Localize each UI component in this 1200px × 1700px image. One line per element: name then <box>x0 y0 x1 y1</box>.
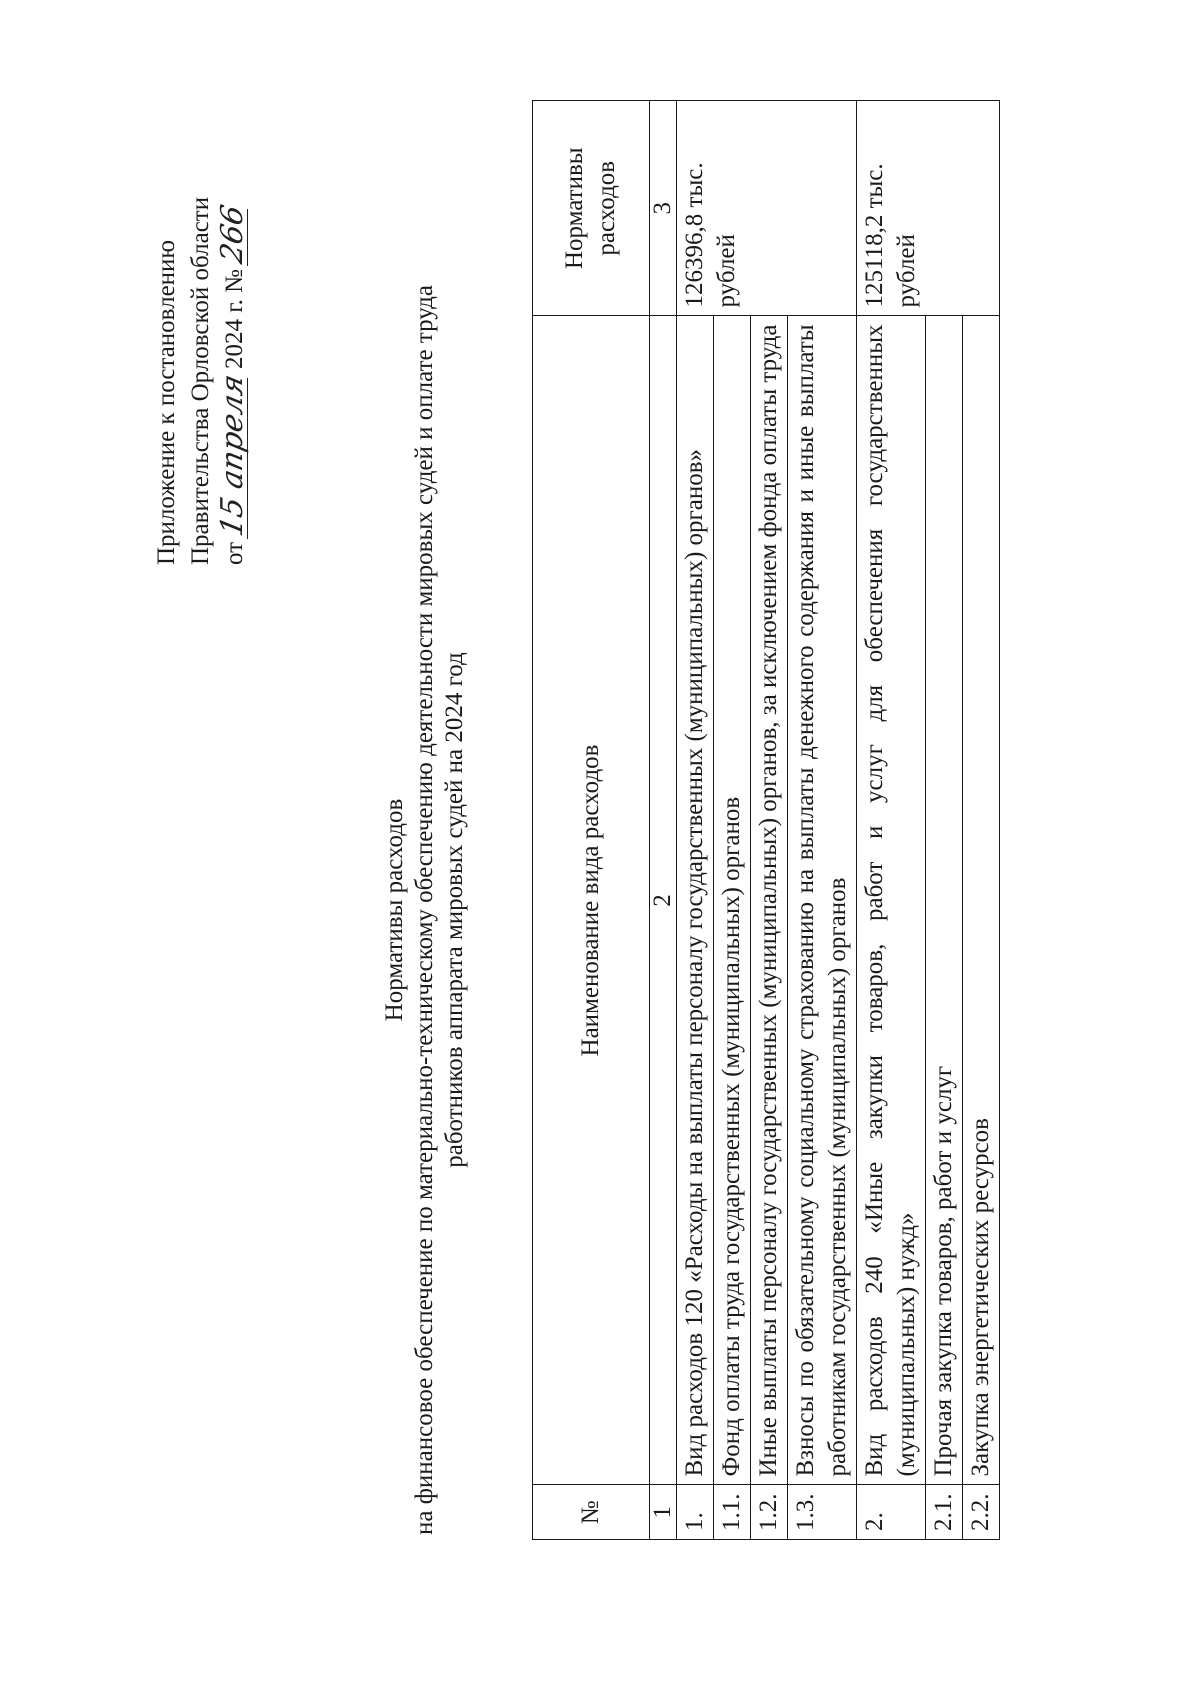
table-header-row <box>533 101 650 1540</box>
row-name: Иные выплаты персоналу государственных (муниципальных) органов, за исключением фонда оплаты труда <box>751 316 788 1485</box>
row-norm: 125118,2 тыс. рублей <box>857 101 1000 316</box>
handwritten-number: 266 <box>215 201 250 267</box>
appendix-line-1: Приложение к постановлению <box>153 239 180 565</box>
handwritten-date: 15 апреля <box>215 371 250 540</box>
heading-line-2: на финансовое обеспечение по материально-техническому обеспечению деятельности мировых судей и оплате труда <box>411 285 438 1536</box>
index-cell-2: 2 <box>650 316 677 1485</box>
row-name: Вид расходов 120 «Расходы на выплаты персоналу государственных (муниципальных) органов» <box>677 316 714 1485</box>
appendix-from: от <box>221 541 248 565</box>
number-sign: № <box>221 269 248 293</box>
row-number: 1.3. <box>788 1485 857 1540</box>
heading-line-3: работников аппарата мировых судей на 2024 год <box>441 652 468 1168</box>
appendix-block <box>150 145 252 565</box>
appendix-date-line <box>215 145 252 565</box>
table-row <box>857 101 926 1540</box>
row-name: Взносы по обязательному социальному страхованию на выплаты денежного содержания и иные выплаты работникам государственных (муниципальных) органов <box>788 316 857 1485</box>
index-cell-3: 3 <box>650 101 677 316</box>
table-index-row <box>650 101 677 1540</box>
row-name: Вид расходов 240 «Иные закупки товаров, работ и услуг для обеспечения государственных (муниципальных) нужд» <box>857 316 926 1485</box>
table-row <box>751 101 788 1540</box>
row-number: 1. <box>677 1485 714 1540</box>
appendix-line-2: Правительства Орловской области <box>187 196 214 565</box>
document-heading <box>380 240 470 1580</box>
appendix-year: 2024 г. <box>221 299 248 370</box>
row-name: Закупка энергетических ресурсов <box>963 316 1000 1485</box>
heading-title: Нормативы расходов <box>381 798 408 1022</box>
table-row <box>926 101 963 1540</box>
index-cell-1: 1 <box>650 1485 677 1540</box>
header-num: № <box>533 1485 650 1540</box>
row-number: 2. <box>857 1485 926 1540</box>
norms-table <box>532 100 1000 1540</box>
row-number: 1.2. <box>751 1485 788 1540</box>
row-number: 2.1. <box>926 1485 963 1540</box>
row-norm: 126396,8 тыс. рублей <box>677 101 857 316</box>
header-norm: Нормативы расходов <box>533 101 650 316</box>
row-number: 2.2. <box>963 1485 1000 1540</box>
table-row <box>788 101 857 1540</box>
table-row <box>677 101 714 1540</box>
row-name: Прочая закупка товаров, работ и услуг <box>926 316 963 1485</box>
header-name: Наименование вида расходов <box>533 316 650 1485</box>
table-row <box>714 101 751 1540</box>
table-row <box>963 101 1000 1540</box>
row-number: 1.1. <box>714 1485 751 1540</box>
row-name: Фонд оплаты труда государственных (муниципальных) органов <box>714 316 751 1485</box>
